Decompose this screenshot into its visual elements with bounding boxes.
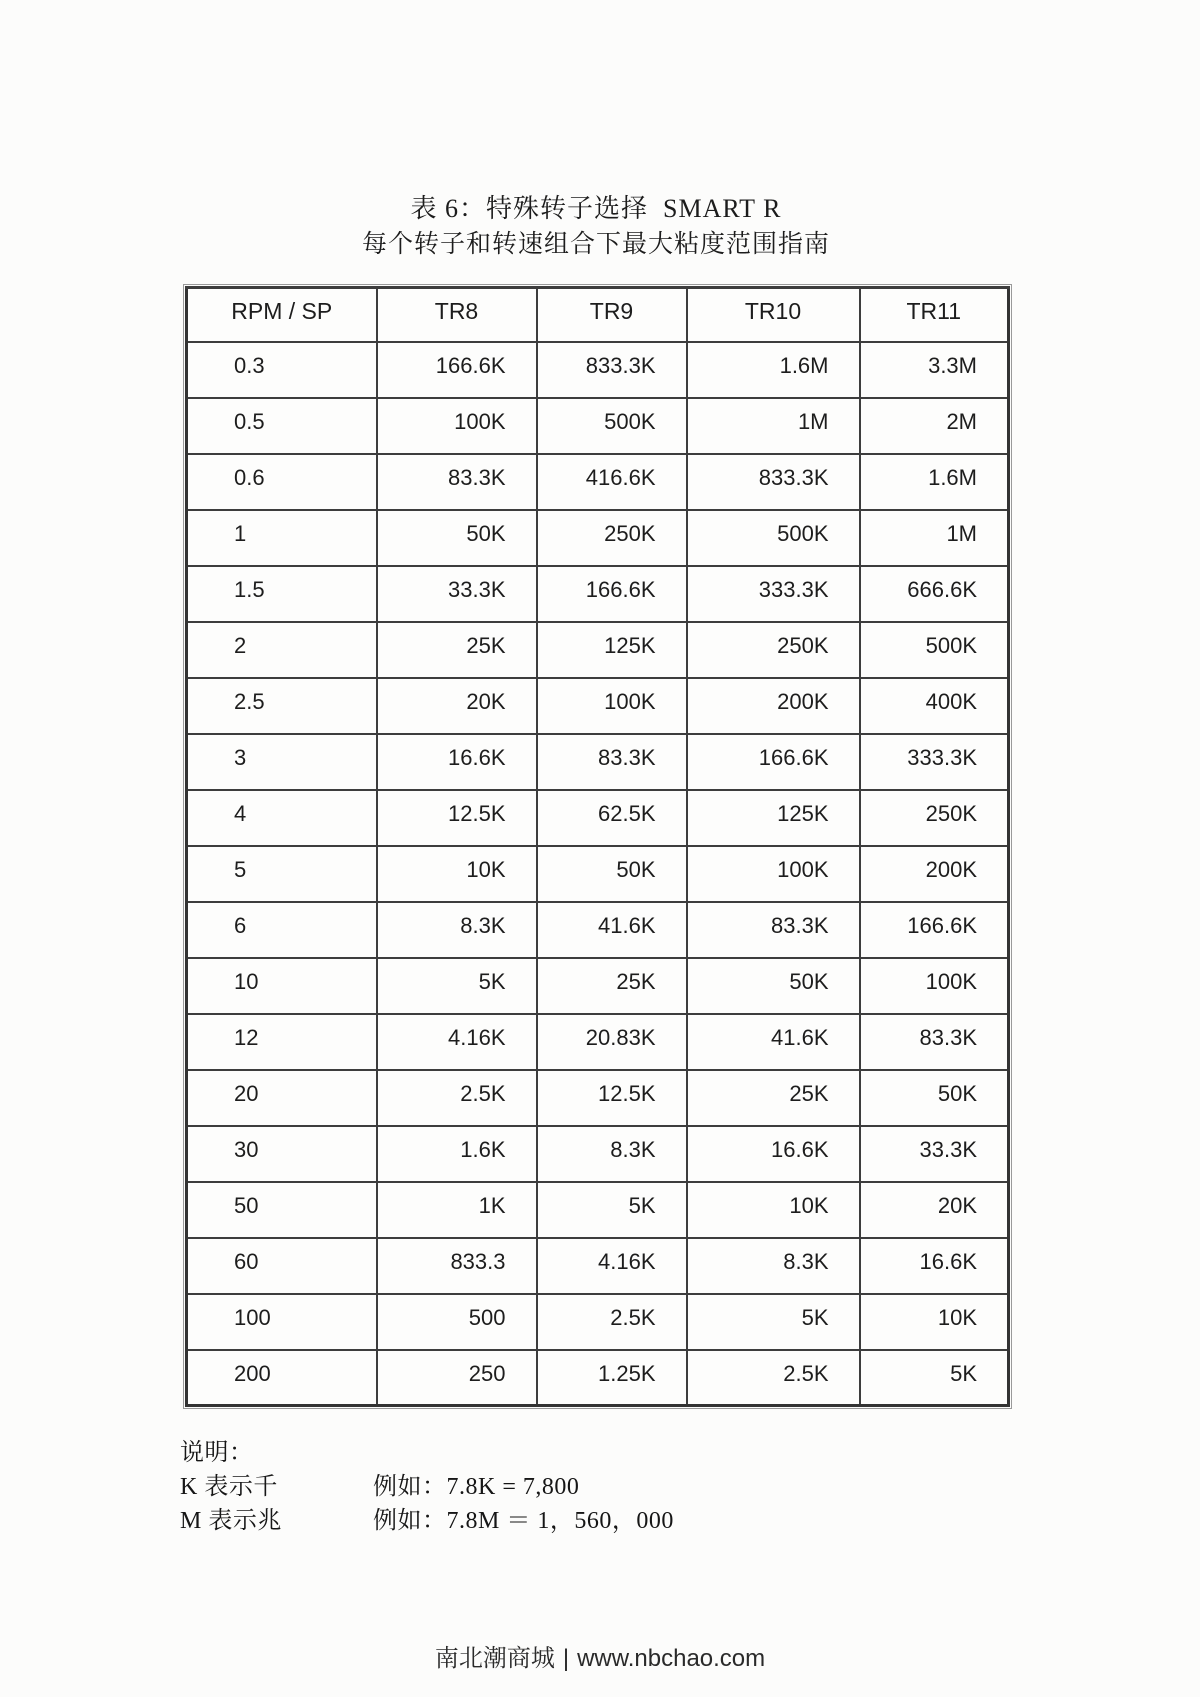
viscosity-value: 333.3K bbox=[687, 566, 860, 622]
viscosity-value: 5K bbox=[377, 958, 537, 1014]
viscosity-value: 1.25K bbox=[537, 1350, 687, 1406]
viscosity-value: 16.6K bbox=[687, 1126, 860, 1182]
viscosity-value: 50K bbox=[860, 1070, 1009, 1126]
rpm-value: 0.3 bbox=[187, 342, 377, 398]
table-row bbox=[187, 1350, 1009, 1406]
viscosity-value: 250 bbox=[377, 1350, 537, 1406]
viscosity-value: 833.3K bbox=[537, 342, 687, 398]
table-row bbox=[187, 734, 1009, 790]
watermark-footer bbox=[0, 1638, 1200, 1673]
viscosity-value: 200K bbox=[860, 846, 1009, 902]
viscosity-value: 100K bbox=[377, 398, 537, 454]
rpm-value: 60 bbox=[187, 1238, 377, 1294]
table-row bbox=[187, 678, 1009, 734]
column-header-tr10: TR10 bbox=[687, 288, 860, 342]
rpm-value: 3 bbox=[187, 734, 377, 790]
table-title: 表 6：特殊转子选择 SMART R bbox=[410, 194, 782, 223]
viscosity-value: 500K bbox=[687, 510, 860, 566]
viscosity-value: 12.5K bbox=[377, 790, 537, 846]
viscosity-value: 166.6K bbox=[687, 734, 860, 790]
viscosity-value: 20K bbox=[377, 678, 537, 734]
table-row bbox=[187, 1182, 1009, 1238]
viscosity-value: 125K bbox=[687, 790, 860, 846]
rpm-value: 100 bbox=[187, 1294, 377, 1350]
viscosity-value: 50K bbox=[377, 510, 537, 566]
viscosity-value: 8.3K bbox=[377, 902, 537, 958]
viscosity-value: 833.3K bbox=[687, 454, 860, 510]
viscosity-value: 250K bbox=[687, 622, 860, 678]
rpm-value: 200 bbox=[187, 1350, 377, 1406]
table-row bbox=[187, 1126, 1009, 1182]
rpm-value: 0.6 bbox=[187, 454, 377, 510]
viscosity-value: 50K bbox=[537, 846, 687, 902]
note-term-k: K 表示千 bbox=[180, 1474, 278, 1500]
table-row bbox=[187, 902, 1009, 958]
viscosity-value: 20K bbox=[860, 1182, 1009, 1238]
note-example-m: 例如：7.8M ＝ 1，560，000 bbox=[373, 1508, 674, 1534]
title-block bbox=[185, 190, 1007, 263]
footer-separator: | bbox=[562, 1645, 570, 1672]
viscosity-value: 125K bbox=[537, 622, 687, 678]
viscosity-value: 166.6K bbox=[860, 902, 1009, 958]
viscosity-value: 4.16K bbox=[377, 1014, 537, 1070]
rpm-value: 20 bbox=[187, 1070, 377, 1126]
table-header-row bbox=[187, 288, 1009, 342]
table-row bbox=[187, 622, 1009, 678]
viscosity-value: 25K bbox=[377, 622, 537, 678]
rpm-value: 5 bbox=[187, 846, 377, 902]
viscosity-value: 100K bbox=[537, 678, 687, 734]
viscosity-value: 833.3 bbox=[377, 1238, 537, 1294]
table-row bbox=[187, 398, 1009, 454]
viscosity-value: 41.6K bbox=[537, 902, 687, 958]
viscosity-value: 400K bbox=[860, 678, 1009, 734]
viscosity-value: 2M bbox=[860, 398, 1009, 454]
viscosity-value: 41.6K bbox=[687, 1014, 860, 1070]
viscosity-value: 83.3K bbox=[537, 734, 687, 790]
rpm-value: 12 bbox=[187, 1014, 377, 1070]
table-row bbox=[187, 1014, 1009, 1070]
table-row bbox=[187, 1294, 1009, 1350]
viscosity-value: 83.3K bbox=[860, 1014, 1009, 1070]
viscosity-value: 250K bbox=[537, 510, 687, 566]
rpm-value: 10 bbox=[187, 958, 377, 1014]
viscosity-value: 83.3K bbox=[687, 902, 860, 958]
viscosity-value: 25K bbox=[537, 958, 687, 1014]
rpm-value: 0.5 bbox=[187, 398, 377, 454]
viscosity-value: 5K bbox=[687, 1294, 860, 1350]
viscosity-value: 166.6K bbox=[377, 342, 537, 398]
viscosity-value: 100K bbox=[860, 958, 1009, 1014]
viscosity-value: 3.3M bbox=[860, 342, 1009, 398]
viscosity-value: 16.6K bbox=[860, 1238, 1009, 1294]
rpm-value: 50 bbox=[187, 1182, 377, 1238]
viscosity-value: 33.3K bbox=[860, 1126, 1009, 1182]
viscosity-value: 2.5K bbox=[377, 1070, 537, 1126]
viscosity-value: 250K bbox=[860, 790, 1009, 846]
column-header-tr9: TR9 bbox=[537, 288, 687, 342]
note-example-k: 例如：7.8K = 7,800 bbox=[373, 1474, 580, 1500]
viscosity-value: 1M bbox=[860, 510, 1009, 566]
viscosity-range-table bbox=[185, 286, 1010, 1407]
note-term-m: M 表示兆 bbox=[180, 1508, 282, 1534]
viscosity-value: 500K bbox=[537, 398, 687, 454]
viscosity-value: 200K bbox=[687, 678, 860, 734]
viscosity-value: 500 bbox=[377, 1294, 537, 1350]
viscosity-value: 1M bbox=[687, 398, 860, 454]
table-row bbox=[187, 790, 1009, 846]
table-row bbox=[187, 454, 1009, 510]
rpm-value: 2.5 bbox=[187, 678, 377, 734]
table-row bbox=[187, 566, 1009, 622]
viscosity-value: 500K bbox=[860, 622, 1009, 678]
table-row bbox=[187, 1238, 1009, 1294]
viscosity-value: 83.3K bbox=[377, 454, 537, 510]
table-row bbox=[187, 846, 1009, 902]
viscosity-value: 1.6K bbox=[377, 1126, 537, 1182]
notes-block bbox=[180, 1436, 674, 1538]
rpm-value: 1.5 bbox=[187, 566, 377, 622]
viscosity-value: 2.5K bbox=[537, 1294, 687, 1350]
viscosity-value: 5K bbox=[537, 1182, 687, 1238]
viscosity-value: 4.16K bbox=[537, 1238, 687, 1294]
column-header-rpm-sp: RPM / SP bbox=[187, 288, 377, 342]
rpm-value: 6 bbox=[187, 902, 377, 958]
viscosity-value: 1.6M bbox=[860, 454, 1009, 510]
viscosity-value: 10K bbox=[860, 1294, 1009, 1350]
viscosity-value: 1.6M bbox=[687, 342, 860, 398]
viscosity-value: 10K bbox=[687, 1182, 860, 1238]
rpm-value: 4 bbox=[187, 790, 377, 846]
column-header-tr11: TR11 bbox=[860, 288, 1009, 342]
viscosity-value: 1K bbox=[377, 1182, 537, 1238]
table-row bbox=[187, 958, 1009, 1014]
viscosity-value: 10K bbox=[377, 846, 537, 902]
viscosity-value: 20.83K bbox=[537, 1014, 687, 1070]
table-row bbox=[187, 510, 1009, 566]
viscosity-value: 12.5K bbox=[537, 1070, 687, 1126]
site-name: 南北潮商城 bbox=[434, 1645, 555, 1672]
viscosity-value: 50K bbox=[687, 958, 860, 1014]
viscosity-value: 16.6K bbox=[377, 734, 537, 790]
viscosity-value: 8.3K bbox=[687, 1238, 860, 1294]
viscosity-value: 666.6K bbox=[860, 566, 1009, 622]
viscosity-value: 100K bbox=[687, 846, 860, 902]
viscosity-value: 2.5K bbox=[687, 1350, 860, 1406]
rpm-value: 30 bbox=[187, 1126, 377, 1182]
site-url: www.nbchao.com bbox=[577, 1645, 766, 1672]
notes-heading: 说明： bbox=[180, 1440, 254, 1466]
viscosity-value: 166.6K bbox=[537, 566, 687, 622]
viscosity-value: 8.3K bbox=[537, 1126, 687, 1182]
viscosity-value: 62.5K bbox=[537, 790, 687, 846]
column-header-tr8: TR8 bbox=[377, 288, 537, 342]
viscosity-value: 333.3K bbox=[860, 734, 1009, 790]
viscosity-value: 416.6K bbox=[537, 454, 687, 510]
table-row bbox=[187, 342, 1009, 398]
table-row bbox=[187, 1070, 1009, 1126]
viscosity-value: 5K bbox=[860, 1350, 1009, 1406]
viscosity-value: 33.3K bbox=[377, 566, 537, 622]
note-line-m bbox=[180, 1504, 674, 1538]
rpm-value: 2 bbox=[187, 622, 377, 678]
viscosity-value: 25K bbox=[687, 1070, 860, 1126]
rpm-value: 1 bbox=[187, 510, 377, 566]
table-subtitle: 每个转子和转速组合下最大粘度范围指南 bbox=[361, 231, 830, 258]
note-line-k bbox=[180, 1470, 674, 1504]
